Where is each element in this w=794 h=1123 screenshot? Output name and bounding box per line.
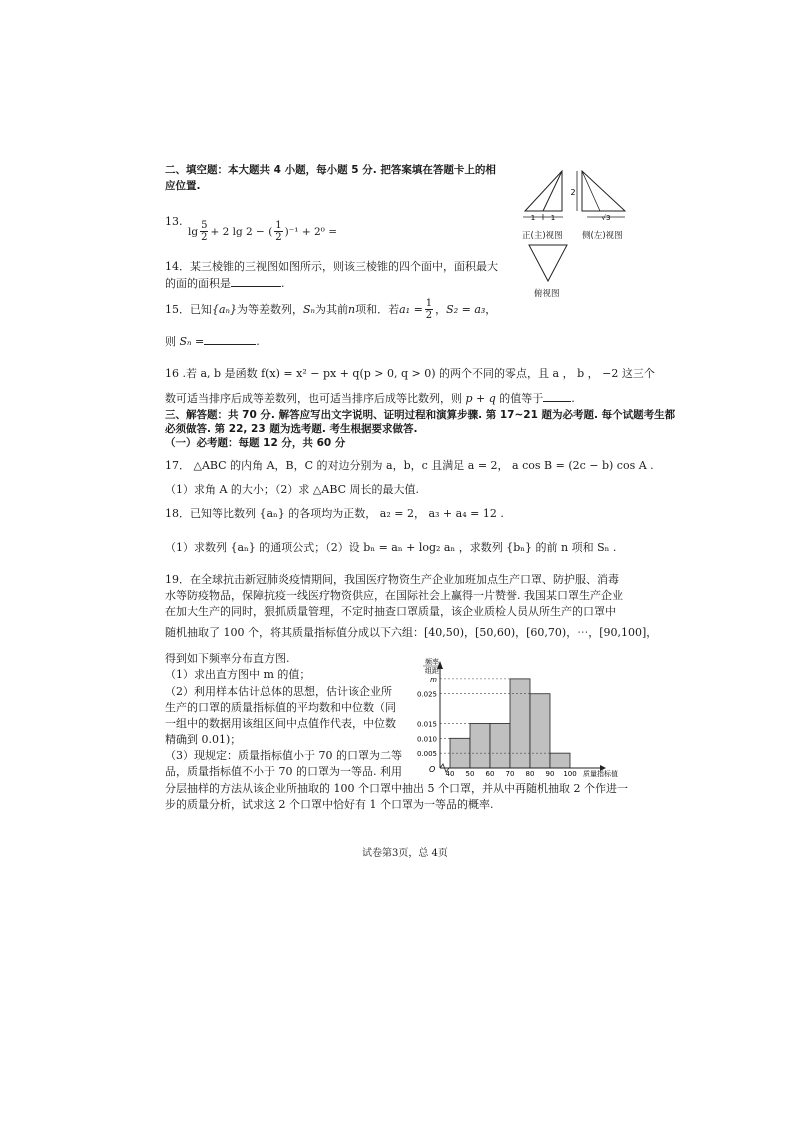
- q15-line1: [165, 298, 496, 321]
- q19-line3: 在加大生产的同时，狠抓质量管理，不定时抽查口罩质量，该企业质检人员从所生产的口罩中: [165, 605, 616, 618]
- q14-line2: 的面的面积是 .: [165, 277, 285, 290]
- y-tick-label: 0.005: [416, 750, 437, 759]
- x-axis-label: 质量指标值: [583, 770, 618, 778]
- y-tick-label: 0.010: [416, 735, 437, 744]
- y-tick-label: 0.025: [416, 690, 437, 699]
- q19-part2-d: 精确到 0.01)；: [165, 733, 242, 746]
- q19-part2-a: （2）利用样本估计总体的思想，估计该企业所: [165, 685, 392, 698]
- side-view-label: 侧(左)视图: [582, 231, 623, 241]
- q19-part3-b: 品，质量指标值不小于 70 的口罩为一等品. 利用: [165, 765, 402, 778]
- q15-n: n: [348, 302, 356, 316]
- x-tick-label: 50: [465, 770, 475, 778]
- q15-seq: {aₙ}: [212, 302, 238, 316]
- page-footer: 试卷第3页，总 4页: [362, 848, 448, 859]
- q15-a1: a₁ =: [399, 302, 423, 316]
- q15-text-d: 项和．若: [355, 302, 400, 316]
- x-tick-label: 70: [505, 770, 515, 778]
- q19-part2-c: 一组中的数据用该组区间中点值作代表，中位数: [165, 717, 396, 730]
- q16-line2-b: 的值等于: [499, 392, 544, 405]
- q15-cond: S₂ = a₃: [446, 302, 486, 316]
- q19-part1: （1）求出直方图中 m 的值；: [165, 668, 311, 681]
- q16-line2: [165, 390, 575, 407]
- origin-label: O: [429, 765, 436, 774]
- q16-line1: 16 .若 a, b 是函数 f(x) = x² − px + q(p > 0, q > 0) 的两个不同的零点，且 a ， b ， −2 这三个: [165, 367, 655, 380]
- q18-line2: （1）求数列 {aₙ} 的通项公式；（2）设 bₙ = aₙ + log₂ aₙ ，求数列 {bₙ} 的前 n 项和 Sₙ .: [165, 541, 617, 554]
- q13-mid: + 2 lg 2 − (: [210, 225, 273, 238]
- q14-line2-text: 的面的面积是: [165, 277, 231, 290]
- front-dim-1: 1: [530, 214, 536, 222]
- section3-line2: 必须做答. 第 22, 23 题为选考题. 考生根据要求做答.: [165, 423, 418, 435]
- x-tick-label: 90: [545, 770, 555, 778]
- q15-line2-end: .: [256, 335, 260, 348]
- histogram-bar: [510, 679, 530, 768]
- section3-line3: （一）必考题：每题 12 分，共 60 分: [165, 437, 346, 449]
- front-view: [523, 171, 563, 222]
- q19-part3-c: 分层抽样的方法从该企业所抽取的 100 个口罩中抽出 5 个口罩，并从中再随机抽取 2 个作进一: [165, 782, 628, 795]
- q19-part3-d: 步的质量分析，试求这 2 个口罩中恰好有 1 个口罩为一等品的概率.: [165, 798, 494, 811]
- frequency-histogram: [410, 655, 642, 780]
- q14-answer-blank[interactable]: [231, 275, 281, 287]
- side-view: [570, 171, 625, 222]
- q14-line1: 14．某三棱锥的三视图如图所示，则该三棱锥的四个面中，面积最大: [165, 260, 498, 273]
- q17-line1: 17． △ABC 的内角 A，B，C 的对边分别为 a，b，c 且满足 a = 2， a cos B = (2c − b) cos A .: [165, 459, 654, 472]
- top-view: [529, 245, 567, 281]
- q16-expr: p + q: [465, 392, 496, 405]
- q15-text-a: 15．已知: [165, 302, 212, 316]
- section2-heading-line1: 二、填空题：本大题共 4 小题，每小题 5 分. 把答案填在答题卡上的相: [165, 164, 496, 176]
- front-view-label: 正(主)视图: [522, 231, 563, 241]
- q13-end: )⁻¹ + 2⁰ =: [284, 225, 338, 238]
- side-dim-height: 2: [570, 188, 576, 197]
- q15-line2-a: 则: [165, 335, 176, 348]
- q19-line1: 19．在全球抗击新冠肺炎疫情期间，我国医疗物资生产企业加班加点生产口罩、防护服、消毒: [165, 573, 619, 586]
- q19-line4: 随机抽取了 100 个，将其质量指标值分成以下六组：[40,50)，[50,60)，[60,70)，⋯，[90,100]，: [165, 626, 658, 639]
- q15-text-f: ，: [485, 302, 497, 316]
- section3-line1: 三、解答题：共 70 分. 解答应写出文字说明、证明过程和演算步骤. 第 17~21 题为必考题. 每个试题考生都: [165, 409, 676, 421]
- q13-frac2-num: 1: [275, 220, 282, 231]
- x-tick-label: 80: [525, 770, 535, 778]
- q13-frac1: [200, 220, 208, 243]
- side-dim-width: √3: [601, 214, 611, 222]
- histogram-bar: [490, 723, 510, 768]
- histogram-bar: [470, 723, 490, 768]
- q15-half-den: 2: [425, 310, 433, 321]
- y-tick-label: m: [430, 675, 437, 684]
- x-tick-label: 100: [563, 770, 577, 778]
- q19-part2-b: 生产的口罩的质量指标值的平均数和中位数（同: [165, 701, 396, 714]
- x-tick-label: 60: [485, 770, 495, 778]
- q16-answer-blank[interactable]: [543, 390, 571, 402]
- histogram-bar: [550, 753, 570, 768]
- q15-line2: [165, 333, 260, 350]
- histogram-bar: [530, 694, 550, 768]
- q15-text-e: ，: [435, 302, 447, 316]
- q15-half-num: 1: [425, 298, 433, 309]
- q13-frac2: [274, 220, 282, 243]
- q17-line2: （1）求角 A 的大小；（2）求 △ABC 周长的最大值.: [165, 483, 420, 496]
- q15-Sn: Sₙ: [303, 302, 316, 316]
- q13-frac1-num: 5: [201, 220, 208, 231]
- q19-line2: 水等防疫物品，保障抗疫一线医疗物资供应，在国际社会上赢得一片赞誉. 我国某口罩生产企业: [165, 589, 623, 602]
- q15-line2-Sn: Sₙ =: [179, 335, 205, 348]
- section2-heading-line2: 应位置.: [165, 180, 201, 192]
- q15-answer-blank[interactable]: [204, 333, 256, 345]
- q18-line1: 18．已知等比数列 {aₙ} 的各项均为正数， a₂ = 2， a₃ + a₄ = 12 .: [165, 507, 504, 520]
- q13-number: 13.: [165, 215, 183, 228]
- x-tick-label: 40: [445, 770, 455, 778]
- q15-text-c: 为其前: [315, 302, 349, 316]
- q19-part3-a: （3）现规定：质量指标值小于 70 的口罩为二等: [165, 749, 402, 762]
- q16-line2-end: .: [571, 392, 575, 405]
- q19-line5: 得到如下频率分布直方图.: [165, 652, 290, 665]
- q16-line2-a: 数可适当排序后成等差数列，也可适当排序后成等比数列，则: [165, 392, 462, 405]
- front-dim-2: 1: [550, 214, 556, 222]
- top-view-label: 俯视图: [534, 289, 560, 299]
- q13-frac1-den: 2: [201, 232, 208, 243]
- y-label-numerator: 频率: [425, 658, 439, 666]
- q13-expression: [188, 220, 337, 243]
- y-tick-label: 0.015: [416, 720, 437, 729]
- q15-text-b: 为等差数列，: [237, 302, 304, 316]
- q13-lg: lg: [188, 225, 199, 238]
- q13-frac2-den: 2: [275, 232, 282, 243]
- y-label-denominator: 组距: [425, 667, 439, 675]
- q15-half: [425, 298, 433, 321]
